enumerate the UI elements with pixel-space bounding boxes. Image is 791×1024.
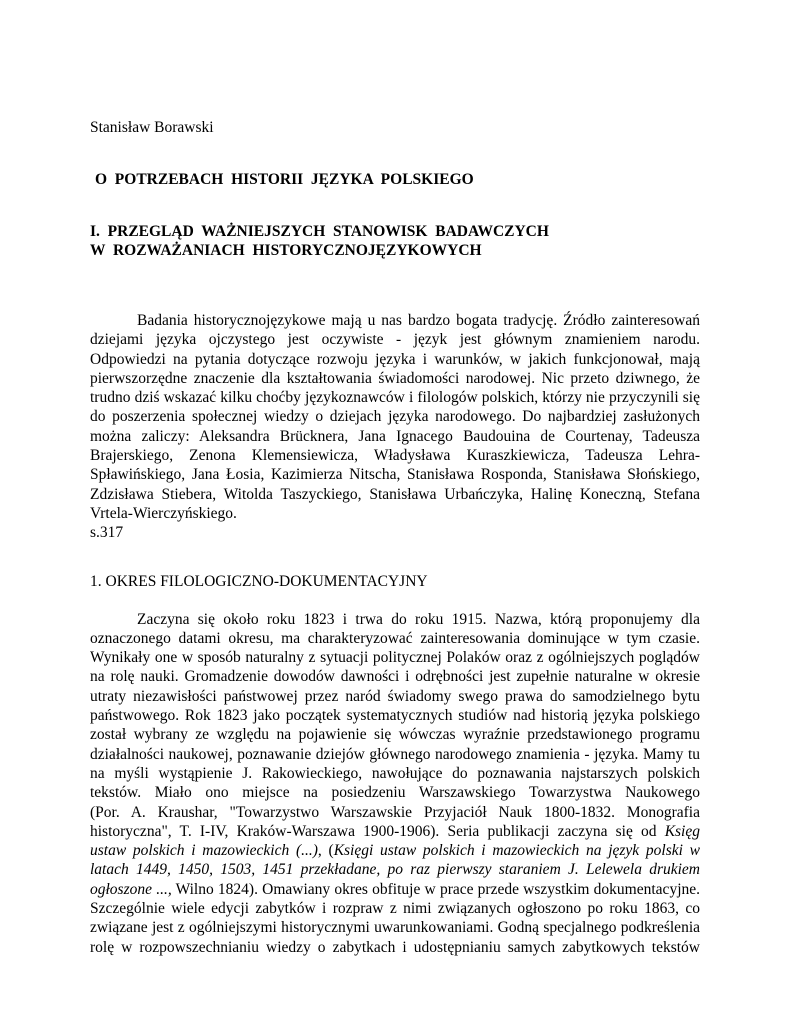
italic-title: Księg	[664, 822, 700, 840]
paragraph-line	[90, 841, 700, 860]
paragraph-2	[90, 610, 700, 957]
paragraph-1	[90, 311, 700, 523]
paragraph-line: Zdzisława Stiebera, Witolda Taszyckiego, Stanisława Urbańczyka, Halinę Koneczną, Stefana	[90, 485, 700, 503]
paragraph-line: Spławińskiego, Jana Łosia, Kazimierza Nitscha, Stanisława Rosponda, Stanisława Słońskiego,	[90, 466, 700, 484]
paragraph-line: na myśli wystąpienie J. Rakowieckiego, nawołujące do poznawania najstarszych polskich	[90, 764, 700, 782]
paragraph-line: oznaczonego datami okresu, ma charakteryzować zainteresowania dominujące w tym czasie.	[90, 629, 700, 647]
italic-title: latach 1449, 1450, 1503, 1451 przekładane, po raz pierwszy staraniem J. Lelewela drukiem	[90, 861, 700, 879]
paragraph-line: na rolę nauki. Gromadzenie dowodów dawności i odrębności jest zupełnie naturalne w okresie	[90, 668, 700, 686]
author-name: Stanisław Borawski	[90, 119, 214, 136]
italic-title: ustaw polskich i mazowieckich (...)	[90, 842, 318, 860]
italic-title: Księgi ustaw polskich i mazowieckich na język polski w	[333, 842, 700, 860]
paragraph-line: został wybrany ze względu na pojawienie się wówczas wyraźnie przedstawionego programu	[90, 726, 700, 744]
article-title: O POTRZEBACH HISTORII JĘZYKA POLSKIEGO	[95, 171, 474, 188]
paragraph-line	[90, 880, 700, 899]
section-heading-line-2: W ROZWAŻANIACH HISTORYCZNOJĘZYKOWYCH	[90, 242, 482, 259]
paragraph-line	[90, 860, 700, 879]
italic-title: ogłoszone ...,	[90, 880, 172, 898]
paragraph-line: państwowego. Rok 1823 jako początek systematycznych studiów nad historią języka polskiego	[90, 707, 700, 725]
paragraph-line: Vrtela-Wierczyńskiego.	[90, 504, 237, 522]
paragraph-line	[90, 822, 700, 841]
paragraph-line: Brajerskiego, Zenona Klemensiewicza, Władysława Kuraszkiewicza, Tadeusza Lehra-	[90, 447, 700, 465]
line-text: historyczna", T. I-IV, Kraków-Warszawa 1900-1906). Seria publikacji zaczyna się od	[90, 822, 665, 840]
line-text: , (	[317, 842, 334, 860]
paragraph-line: związane jest z ogólniejszymi historycznymi uwarunkowaniami. Godną specjalnego podkreślenia	[90, 919, 700, 937]
paragraph-line: (Por. A. Kraushar, "Towarzystwo Warszawskie Przyjaciół Nauk 1800-1832. Monografia	[90, 803, 700, 821]
paragraph-line: pierwszorzędne znaczenie dla kształtowania świadomości narodowej. Nic przeto dziwnego, że	[90, 369, 700, 387]
section-heading-line-1: I. PRZEGLĄD WAŻNIEJSZYCH STANOWISK BADAWCZYCH	[90, 223, 549, 240]
document-page	[90, 118, 700, 957]
line-text: Wilno 1824). Omawiany okres obfituje w prace przede wszystkim dokumentacyjne.	[171, 880, 700, 898]
section-heading	[90, 222, 700, 260]
paragraph-line: trudno dziś wskazać kilku choćby językoznawców i filologów polskich, którzy nie przyczynili się	[90, 389, 700, 407]
paragraph-line: Zaczyna się około roku 1823 i trwa do roku 1915. Nazwa, którą proponujemy dla	[137, 610, 700, 628]
paragraph-line: Szczególnie wiele edycji zabytków i rozpraw z nimi związanych ogłoszono po roku 1863, co	[90, 900, 700, 918]
page-reference: s.317	[90, 524, 124, 542]
paragraph-line: rolę w rozpowszechnianiu wiedzy o zabytkach i udostępnianiu samych zabytkowych tekstów	[90, 938, 700, 956]
chapter-heading: 1. OKRES FILOLOGICZNO-DOKUMENTACYJNY	[90, 572, 428, 590]
paragraph-line: Badania historycznojęzykowe mają u nas bardzo bogata tradycję. Źródło zainteresowań	[137, 312, 700, 329]
paragraph-line: dziejami języka ojczystego jest oczywiste - język jest głównym znamieniem narodu.	[90, 331, 700, 349]
paragraph-line: można zaliczy: Aleksandra Brücknera, Jana Ignacego Baudouina de Courtenay, Tadeusza	[90, 427, 700, 445]
paragraph-line: tekstów. Miało ono miejsce na posiedzeniu Warszawskiego Towarzystwa Naukowego	[90, 784, 700, 802]
paragraph-line: Odpowiedzi na pytania dotyczące rozwoju języka i warunków, w jakich funkcjonował, mają	[90, 350, 700, 368]
paragraph-line: działalności naukowej, poznawanie dziejów głównego narodowego znamienia - języka. Mamy tu	[90, 745, 700, 763]
paragraph-line: Wynikały one w sposób naturalny z sytuacji politycznej Polaków oraz z ogólniejszych poglądów	[90, 649, 700, 667]
paragraph-line: utraty niezawisłości państwowej przez naród świadomy swego prawa do samodzielnego bytu	[90, 687, 700, 705]
paragraph-line: do poszerzenia społecznej wiedzy o dziejach języka narodowego. Do najbardziej zasłużonych	[90, 408, 700, 426]
